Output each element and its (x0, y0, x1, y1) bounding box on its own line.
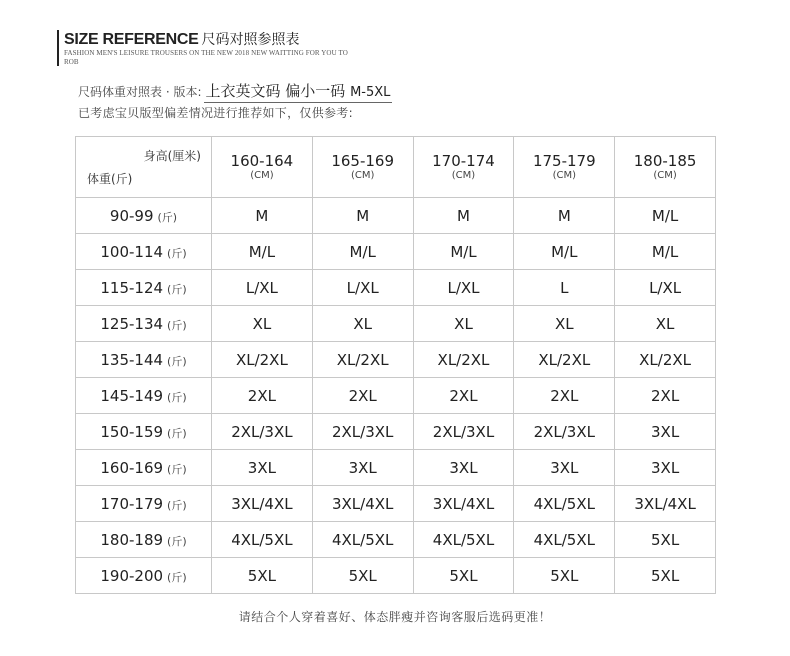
size-cell: 3XL (514, 450, 615, 486)
corner-cell (76, 137, 212, 198)
size-cell: M/L (413, 234, 514, 270)
table-row (76, 558, 716, 594)
height-unit: (CM) (250, 170, 274, 181)
size-cell: M/L (514, 234, 615, 270)
height-column-header (514, 137, 615, 198)
size-cell: 5XL (312, 558, 413, 594)
weight-unit: (斤) (167, 534, 187, 548)
height-range: 170-174 (432, 152, 495, 170)
size-cell: 2XL/3XL (413, 414, 514, 450)
table-row (76, 378, 716, 414)
weight-range: 170-179 (100, 494, 164, 513)
version-value (204, 80, 393, 103)
size-cell: 2XL (413, 378, 514, 414)
weight-cell (76, 270, 212, 306)
weight-cell (76, 234, 212, 270)
size-table (75, 136, 716, 594)
size-cell: 4XL/5XL (413, 522, 514, 558)
weight-cell (76, 378, 212, 414)
size-cell: 4XL/5XL (514, 522, 615, 558)
height-range: 180-185 (633, 152, 697, 170)
weight-range: 90-99 (109, 206, 154, 225)
size-cell: 5XL (212, 558, 313, 594)
size-cell: M (413, 198, 514, 234)
version-row (78, 80, 392, 103)
weight-range: 125-134 (100, 314, 164, 333)
weight-cell (76, 450, 212, 486)
size-cell: M/L (312, 234, 413, 270)
height-unit: (CM) (552, 170, 576, 181)
size-cell: 3XL/4XL (212, 486, 313, 522)
height-column-header (212, 137, 313, 198)
weight-unit: (斤) (167, 462, 187, 476)
size-cell: 3XL/4XL (615, 486, 716, 522)
size-cell: 3XL (615, 414, 716, 450)
version-value-range: M-5XL (350, 85, 391, 100)
size-cell: 2XL/3XL (312, 414, 413, 450)
height-axis-label: 身高(厘米) (143, 149, 201, 163)
size-cell: XL/2XL (514, 342, 615, 378)
weight-unit: (斤) (167, 570, 187, 584)
title-chinese: 尺码对照参照表 (201, 32, 300, 48)
height-column-header (413, 137, 514, 198)
title-english: SIZE REFERENCE (64, 31, 199, 48)
weight-range: 145-149 (100, 386, 164, 405)
weight-cell (76, 342, 212, 378)
weight-cell (76, 522, 212, 558)
size-cell: 3XL/4XL (413, 486, 514, 522)
size-cell: 2XL (212, 378, 313, 414)
weight-range: 135-144 (100, 350, 164, 369)
size-cell: 3XL (615, 450, 716, 486)
height-unit: (CM) (653, 170, 677, 181)
size-cell: 2XL (514, 378, 615, 414)
size-cell: 3XL (212, 450, 313, 486)
size-cell: XL (514, 306, 615, 342)
table-row (76, 306, 716, 342)
table-row (76, 234, 716, 270)
size-cell: XL/2XL (312, 342, 413, 378)
size-cell: 5XL (514, 558, 615, 594)
height-range: 165-169 (331, 152, 395, 170)
size-cell: XL (615, 306, 716, 342)
table-header-row (76, 137, 716, 198)
size-cell: XL (312, 306, 413, 342)
table-row (76, 414, 716, 450)
weight-cell (76, 198, 212, 234)
title-row (64, 30, 364, 49)
weight-cell (76, 558, 212, 594)
weight-range: 115-124 (100, 278, 164, 297)
height-column-header (615, 137, 716, 198)
size-cell: L/XL (413, 270, 514, 306)
table-body (76, 198, 716, 594)
weight-range: 160-169 (100, 458, 164, 477)
size-cell: 3XL (413, 450, 514, 486)
size-cell: L (514, 270, 615, 306)
size-cell: 2XL (615, 378, 716, 414)
size-cell: 3XL (312, 450, 413, 486)
size-cell: XL (413, 306, 514, 342)
height-range: 160-164 (230, 152, 294, 170)
size-cell: 4XL/5XL (312, 522, 413, 558)
size-cell: M (212, 198, 313, 234)
weight-range: 100-114 (100, 242, 164, 261)
size-cell: L/XL (615, 270, 716, 306)
weight-unit: (斤) (167, 498, 187, 512)
weight-unit: (斤) (167, 354, 187, 368)
size-cell: XL (212, 306, 313, 342)
size-cell: 2XL/3XL (514, 414, 615, 450)
weight-unit: (斤) (167, 426, 187, 440)
size-cell: M/L (212, 234, 313, 270)
size-cell: 2XL/3XL (212, 414, 313, 450)
table-row (76, 342, 716, 378)
size-cell: XL/2XL (615, 342, 716, 378)
size-cell: XL/2XL (413, 342, 514, 378)
weight-range: 150-159 (100, 422, 164, 441)
size-cell: L/XL (312, 270, 413, 306)
subtitle: FASHION MEN'S LEISURE TROUSERS ON THE NEW 2018 NEW WAITTING FOR YOU TO ROB (64, 49, 348, 66)
height-range: 175-179 (532, 152, 596, 170)
version-value-main: 上衣英文码 偏小一码 (205, 82, 346, 100)
weight-cell (76, 414, 212, 450)
size-cell: 2XL (312, 378, 413, 414)
height-unit: (CM) (451, 170, 476, 181)
table-row (76, 450, 716, 486)
size-cell: M (514, 198, 615, 234)
weight-unit: (斤) (167, 246, 187, 260)
size-cell: 3XL/4XL (312, 486, 413, 522)
weight-cell (76, 306, 212, 342)
recommendation-note: 已考虑宝贝版型偏差情况进行推荐如下，仅供参考: (78, 106, 353, 120)
version-label: 尺码体重对照表 · 版本: (78, 85, 202, 99)
weight-range: 190-200 (100, 566, 164, 585)
table-row (76, 270, 716, 306)
footer-note: 请结合个人穿着喜好、体态胖瘦并咨询客服后选码更准！ (238, 610, 552, 624)
height-column-header (312, 137, 413, 198)
weight-cell (76, 486, 212, 522)
weight-unit: (斤) (167, 390, 187, 404)
table-row (76, 522, 716, 558)
table-row (76, 198, 716, 234)
size-cell: L/XL (212, 270, 313, 306)
size-cell: 4XL/5XL (514, 486, 615, 522)
header (57, 30, 364, 66)
size-cell: 5XL (615, 522, 716, 558)
size-cell: XL/2XL (212, 342, 313, 378)
weight-axis-label: 体重(斤) (87, 172, 133, 186)
weight-unit: (斤) (157, 210, 178, 224)
size-cell: 4XL/5XL (212, 522, 313, 558)
table-row (76, 486, 716, 522)
size-cell: M/L (615, 234, 716, 270)
weight-unit: (斤) (167, 318, 187, 332)
size-cell: M (312, 198, 413, 234)
weight-unit: (斤) (167, 282, 187, 296)
size-cell: 5XL (615, 558, 716, 594)
size-cell: 5XL (413, 558, 514, 594)
weight-range: 180-189 (100, 530, 164, 549)
height-unit: (CM) (350, 170, 375, 181)
size-cell: M/L (615, 198, 716, 234)
